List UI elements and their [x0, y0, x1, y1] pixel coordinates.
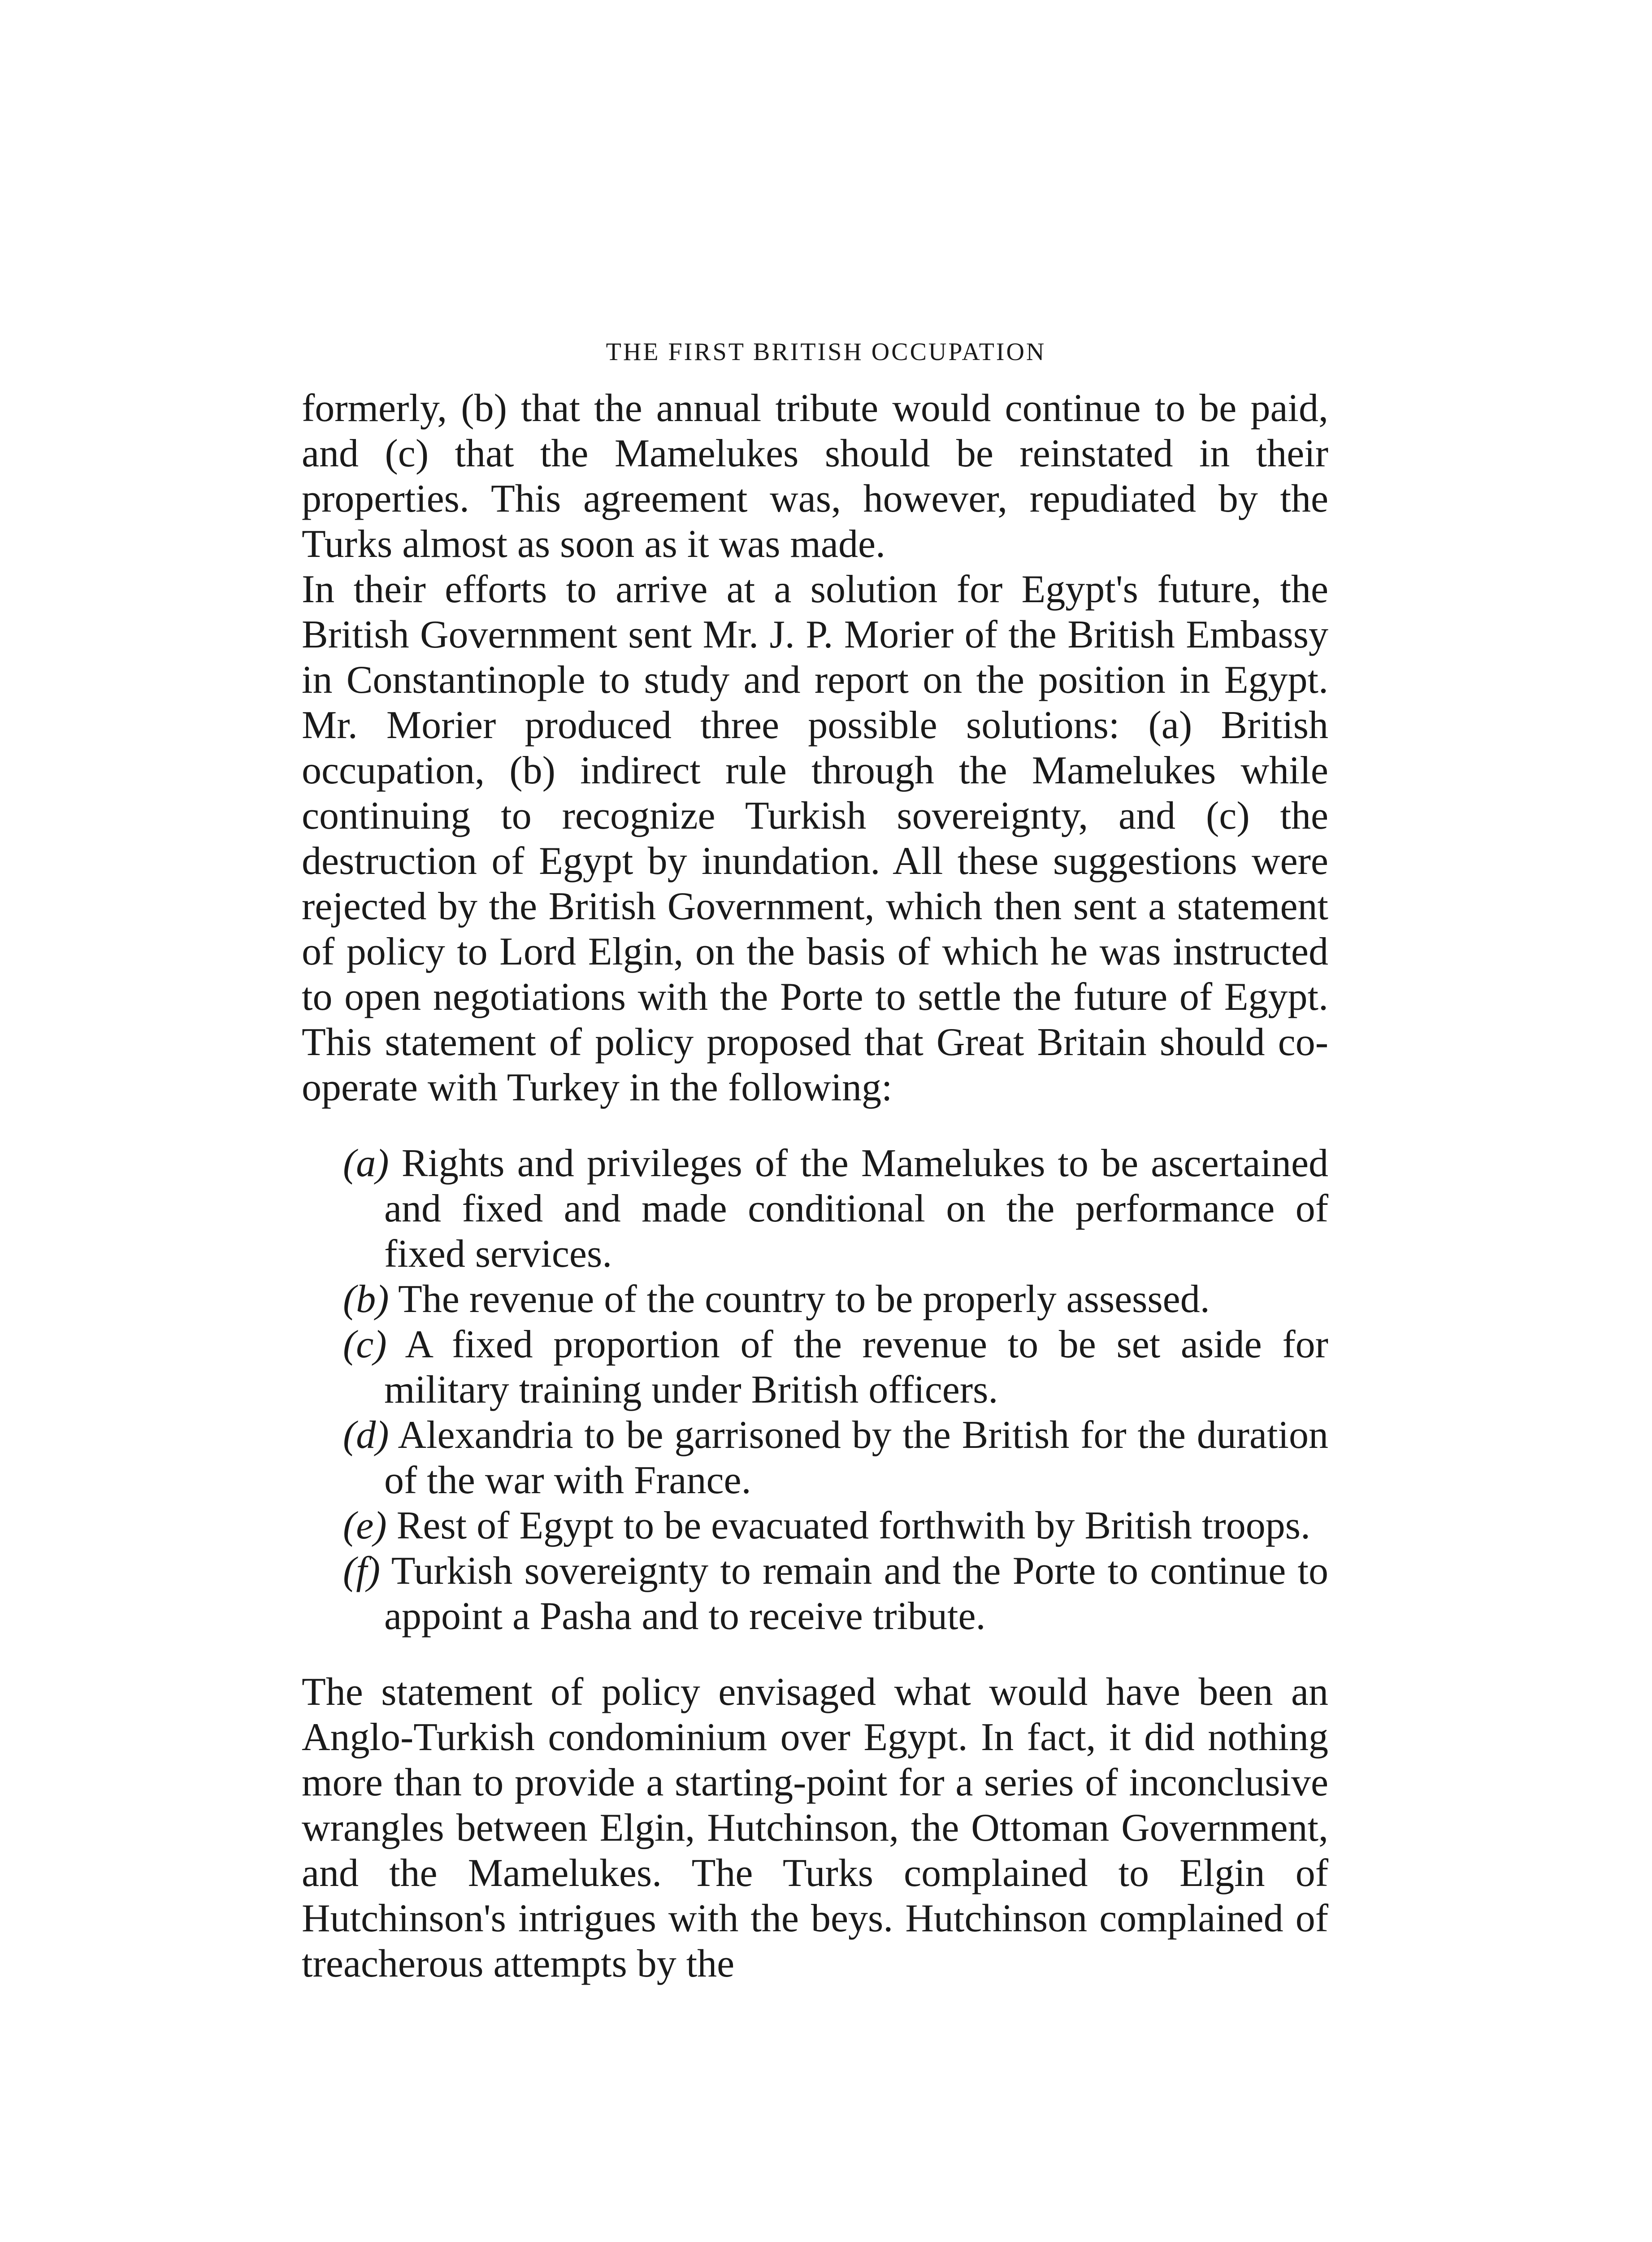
list-item-text: A fixed proportion of the revenue to be set aside for military training under British officers. — [384, 1323, 1328, 1412]
list-item — [343, 1503, 1328, 1548]
paragraph: The statement of policy envisaged what would have been an Anglo-Turkish condominium over Egypt. In fact, it did nothing more than to provide a starting-point for a series of inconclusive wrangles between Elgin, Hutchinson, the Ottoman Government, and the Mamelukes. The Turks complained to Elgin of Hutchinson's intrigues with the beys. Hutchinson complained of treacherous attempts by the — [302, 1670, 1328, 1986]
paragraph — [302, 567, 1328, 1110]
list-item-text: Rest of Egypt to be evacuated forthwith by British troops. — [396, 1504, 1310, 1547]
list-item — [343, 1141, 1328, 1277]
running-head: THE FIRST BRITISH OCCUPATION — [606, 338, 1046, 366]
list-marker: (f) — [343, 1549, 381, 1593]
list-marker: (b) — [343, 1277, 389, 1321]
list-item — [343, 1548, 1328, 1639]
list-item — [343, 1412, 1328, 1503]
list-marker: (a) — [343, 1142, 389, 1185]
list-marker: (c) — [343, 1323, 387, 1366]
list-item — [343, 1322, 1328, 1412]
list-item-text: Rights and privileges of the Mamelukes to be ascertained and fixed and made conditional on the performance of fixed services. — [384, 1142, 1328, 1276]
list-item-text: Turkish sovereignty to remain and the Porte to continue to appoint a Pasha and to receive tribute. — [384, 1549, 1328, 1638]
list-marker: (d) — [343, 1413, 389, 1457]
list-item-text: The revenue of the country to be properly assessed. — [398, 1277, 1210, 1321]
paragraph-text: In their efforts to arrive at a solution for Egypt's future, the British Government sent Mr. J. P. Morier of the British Embassy in Constantinople to study and report on the position in Egypt. Mr. Morier produced three possible solutions: (a) British occupation, (b) indirect rule through the Mamelukes while continuing to recognize Turkish sovereignty, and (c) the destruction of Egypt by inundation. All these suggestions were rejected by the British Government, which then sent a statement of policy to Lord Elgin, on the basis of which he was instructed to open negotiations with the Porte to settle the future of Egypt. This statement of policy proposed that Great Britain should co-operate with Turkey in the following: — [302, 568, 1328, 1109]
list-marker: (e) — [343, 1504, 387, 1547]
list-item — [343, 1277, 1328, 1322]
body-text — [302, 386, 1328, 1986]
paragraph: formerly, (b) that the annual tribute would continue to be paid, and (c) that the Mamelukes should be reinstated in their properties. This agreement was, however, repudiated by the Turks almost as soon as it was made. — [302, 387, 1328, 566]
policy-list — [302, 1141, 1328, 1639]
list-item-text: Alexandria to be garrisoned by the British for the duration of the war with France. — [384, 1413, 1328, 1502]
